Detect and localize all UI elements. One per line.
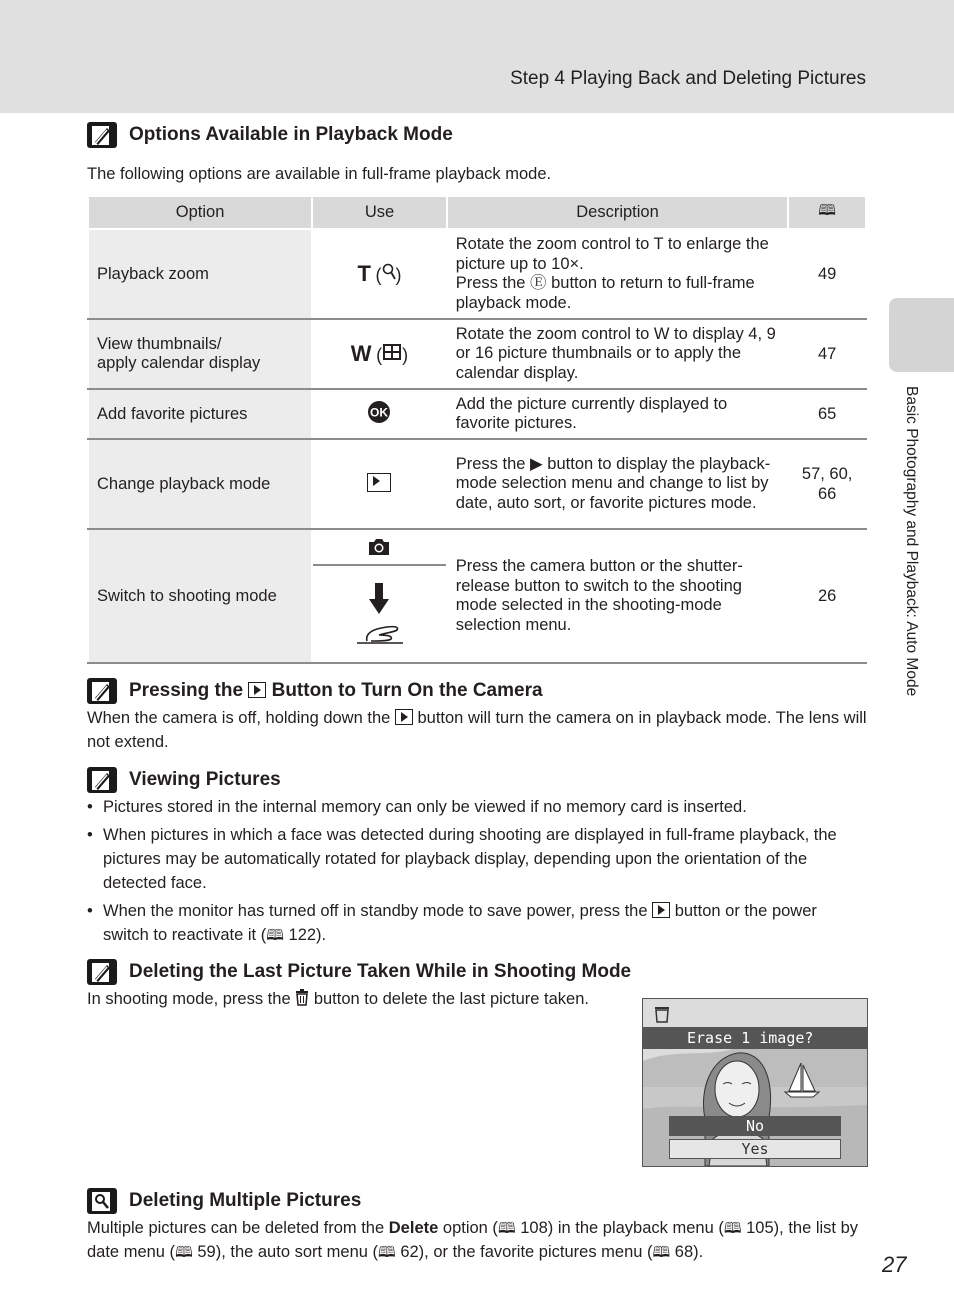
row-page-line1: 57, 60,: [801, 465, 853, 483]
pressing-body-part2: button will turn the camera on in playback mode. The lens will not extend.: [87, 709, 867, 751]
note-pencil-icon: [87, 678, 117, 704]
playback-icon: [652, 902, 670, 918]
playback-icon: [248, 682, 266, 698]
row-page: 26: [788, 529, 866, 663]
table-row: [88, 439, 866, 529]
table-header-row: [88, 196, 866, 229]
list-item: • Pictures stored in the internal memory can only be viewed if no memory card is inserted.: [87, 795, 867, 819]
page-number: 27: [882, 1252, 907, 1277]
table-row: [88, 389, 866, 439]
header-use: Use: [312, 196, 447, 229]
row-use: W ( ): [312, 319, 447, 389]
viewing-section: [87, 767, 867, 951]
bullet-part1: When the monitor has turned off in standby mode to save power, press the: [103, 902, 648, 920]
magnify-icon: [382, 263, 396, 281]
row-page: 49: [788, 229, 866, 319]
camera-icon: [367, 537, 391, 557]
dm-part7: 68).: [674, 1243, 704, 1261]
row-option: [88, 319, 312, 389]
tip-magnifier-icon: [87, 1188, 117, 1214]
options-table: [87, 195, 867, 664]
header-title: Step 4 Playing Back and Deleting Pictures: [510, 68, 866, 89]
header-band: [0, 0, 954, 113]
table-row: [88, 229, 866, 319]
delete-option-name: Delete: [388, 1219, 439, 1237]
option-yes[interactable]: Yes: [669, 1139, 841, 1159]
deleting-multiple-section: [87, 1188, 867, 1264]
playback-icon: [367, 473, 391, 492]
deleting-last-heading: [87, 959, 867, 985]
header-option: Option: [88, 196, 312, 229]
table-row: [88, 529, 866, 663]
row-use: T ( ): [312, 229, 447, 319]
deleting-multiple-title: Deleting Multiple Pictures: [129, 1190, 362, 1211]
row-option: Change playback mode: [88, 439, 312, 529]
book-icon: 🕮: [723, 1219, 742, 1237]
row-description: Press the ▶ button to display the playback-mode selection menu and change to list by date, auto sort, or favorite pictures mode.: [447, 439, 789, 529]
options-section: [87, 122, 867, 186]
row-use: [312, 529, 447, 663]
viewing-title: Viewing Pictures: [129, 769, 281, 790]
dm-part3: 108) in the playback menu (: [520, 1219, 724, 1237]
row-description-line1: Rotate the zoom control to T to enlarge the picture up to 10×.: [455, 235, 769, 273]
header-description: Description: [447, 196, 789, 229]
dm-part2: option (: [442, 1219, 498, 1237]
list-item: • When pictures in which a face was detected during shooting are displayed in full-frame playback, the pictures may be automatically rotated for playback display, depending upon the orientation of the detected face.: [87, 823, 867, 895]
viewing-bullets: [87, 795, 867, 947]
options-heading: [87, 122, 867, 148]
deleting-last-body-part2: button to delete the last picture taken.: [313, 990, 589, 1008]
shutter-finger-icon: [351, 617, 407, 647]
table-row: [88, 319, 866, 389]
book-icon: 🕮: [378, 1243, 396, 1261]
book-icon: 🕮: [497, 1219, 516, 1237]
pressing-section: [87, 678, 867, 754]
list-item: [87, 899, 867, 947]
note-pencil-icon: [87, 122, 117, 148]
row-option: Playback zoom: [88, 229, 312, 319]
deleting-last-body-part1: In shooting mode, press the: [87, 990, 291, 1008]
book-icon: 🕮: [266, 926, 284, 944]
deleting-last-title: Deleting the Last Picture Taken While in Shooting Mode: [129, 961, 632, 982]
pressing-body: [87, 706, 867, 754]
option-no[interactable]: No: [669, 1116, 841, 1136]
side-tab-label: Basic Photography and Playback: Auto Mode: [903, 386, 920, 697]
options-title: Options Available in Playback Mode: [129, 124, 453, 145]
header-page: [788, 196, 866, 229]
shutter-use-cell: [313, 566, 446, 662]
ok-button-icon: [367, 400, 391, 424]
dm-part1: Multiple pictures can be deleted from the: [87, 1219, 385, 1237]
dm-part4: 105), the list by date menu (: [87, 1219, 859, 1261]
deleting-last-body: [87, 987, 597, 1011]
pressing-heading: [87, 678, 867, 704]
note-pencil-icon: [87, 767, 117, 793]
bullet-part3: 122).: [288, 926, 327, 944]
side-tab-label-wrap: [896, 386, 920, 756]
row-description: Rotate the zoom control to W to display 4, 9 or 16 picture thumbnails or to apply the calendar display.: [447, 319, 789, 389]
playback-icon: [395, 709, 413, 725]
pressing-title-part2: Button to Turn On the Camera: [271, 680, 543, 701]
viewing-heading: [87, 767, 867, 793]
row-page: 65: [788, 389, 866, 439]
thumbnail-icon: [382, 343, 402, 361]
trash-icon: [295, 989, 309, 1006]
options-intro: The following options are available in full-frame playback mode.: [87, 165, 552, 183]
erase-prompt: Erase 1 image?: [643, 1027, 867, 1049]
row-page: 47: [788, 319, 866, 389]
svg-text:OK: OK: [370, 405, 389, 419]
book-icon: 🕮: [652, 1243, 671, 1261]
row-use: [312, 389, 447, 439]
row-option: Switch to shooting mode: [88, 529, 312, 663]
camera-screen: [642, 998, 868, 1167]
bullet-part2: button or the power switch to reactivate it (: [103, 902, 817, 944]
row-description: Add the picture currently displayed to favorite pictures.: [447, 389, 789, 439]
camera-use-cell: [313, 530, 446, 566]
dm-part5: 59), the auto sort menu (: [197, 1243, 379, 1261]
row-description: Press the camera button or the shutter-release button to switch to the shooting mode selected in the shooting-mode selection menu.: [447, 529, 789, 663]
book-icon: 🕮: [818, 201, 836, 219]
dm-part6: 62), or the favorite pictures menu (: [400, 1243, 653, 1261]
row-page-line2: 66: [817, 485, 837, 503]
row-option-line1: View thumbnails/: [97, 335, 222, 353]
row-option-line2: apply calendar display: [97, 354, 261, 372]
press-down-arrow-icon: [367, 581, 391, 617]
row-option: Add favorite pictures: [88, 389, 312, 439]
row-description: [447, 229, 789, 319]
row-use: [312, 439, 447, 529]
side-tab: [889, 298, 954, 372]
book-icon: 🕮: [175, 1243, 193, 1261]
deleting-multiple-heading: [87, 1188, 867, 1214]
row-description-line2: Press the Ⓔ button to return to full-frame playback mode.: [455, 274, 755, 312]
wide-zoom-icon: W: [350, 341, 372, 366]
note-pencil-icon: [87, 959, 117, 985]
deleting-multiple-body: [87, 1216, 867, 1264]
pressing-title-part1: Pressing the: [129, 680, 244, 701]
row-page: [788, 439, 866, 529]
pressing-body-part1: When the camera is off, holding down the: [87, 709, 391, 727]
pressing-title: [129, 680, 543, 702]
tele-zoom-icon: T: [357, 261, 371, 286]
